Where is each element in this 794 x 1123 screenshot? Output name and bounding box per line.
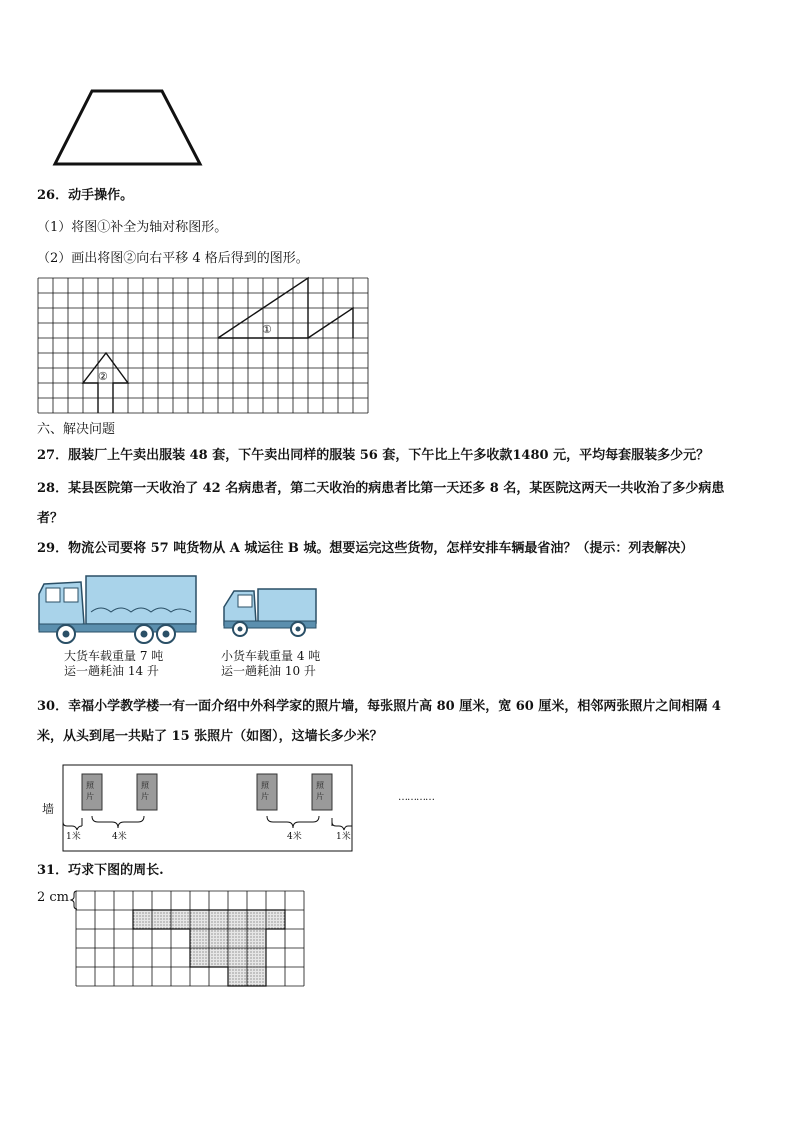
q26-grid bbox=[38, 278, 368, 413]
q28-line1: 28．某县医院第一天收治了 42 名病患者，第二天收治的病患者比第一天还多 8 名，某医院这两天一共收治了多少病患 bbox=[37, 481, 725, 496]
small-truck-caption-1: 小货车载重量 4 吨 bbox=[221, 649, 321, 663]
photo-label-1: 照片 bbox=[86, 781, 94, 801]
shape2-label: ② bbox=[98, 370, 108, 383]
scale-label: 2 cm bbox=[37, 890, 70, 905]
distance-1m-right: 1米 bbox=[336, 832, 351, 842]
big-truck-caption-1: 大货车载重量 7 吨 bbox=[64, 649, 164, 663]
q26-title: 26．动手操作。 bbox=[37, 188, 134, 203]
section-title: 六、解决问题 bbox=[37, 422, 116, 437]
distance-1m-left: 1米 bbox=[66, 832, 81, 842]
distance-4m-right: 4米 bbox=[287, 832, 302, 842]
q29-text: 29．物流公司要将 57 吨货物从 A 城运往 B 城。想要运完这些货物，怎样安排车辆最省油？（提示：列表解决） bbox=[37, 541, 694, 556]
q26-sub1: （1）将图①补全为轴对称图形。 bbox=[37, 220, 228, 235]
distance-4m-left: 4米 bbox=[112, 832, 127, 842]
q28-line2: 者？ bbox=[37, 511, 64, 526]
big-truck-image bbox=[36, 574, 201, 646]
q30-line2: 米，从头到尾一共贴了 15 张照片（如图），这墙长多少米？ bbox=[37, 729, 383, 744]
ellipsis: ………… bbox=[398, 792, 434, 803]
trapezoid-figure bbox=[50, 86, 210, 168]
small-truck-caption-2: 运一趟耗油 10 升 bbox=[221, 664, 316, 678]
photo-wall-diagram bbox=[62, 764, 354, 854]
shape1-label: ① bbox=[262, 323, 272, 336]
q30-line1: 30．幸福小学教学楼一有一面介绍中外科学家的照片墙，每张照片高 80 厘米，宽 60 厘米，相邻两张照片之间相隔 4 bbox=[37, 699, 721, 714]
q26-sub2: （2）画出将图②向右平移 4 格后得到的图形。 bbox=[37, 251, 309, 266]
q27-text: 27．服装厂上午卖出服装 48 套，下午卖出同样的服装 56 套，下午比上午多收款1480 元，平均每套服装多少元？ bbox=[37, 448, 710, 463]
wall-label: 墙 bbox=[42, 802, 55, 816]
q31-text: 31．巧求下图的周长. bbox=[37, 863, 164, 878]
photo-label-2: 照片 bbox=[141, 781, 149, 801]
photo-label-4: 照片 bbox=[316, 781, 324, 801]
photo-label-3: 照片 bbox=[261, 781, 269, 801]
small-truck-image bbox=[220, 585, 320, 640]
big-truck-caption-2: 运一趟耗油 14 升 bbox=[64, 664, 159, 678]
q31-grid bbox=[76, 891, 306, 986]
